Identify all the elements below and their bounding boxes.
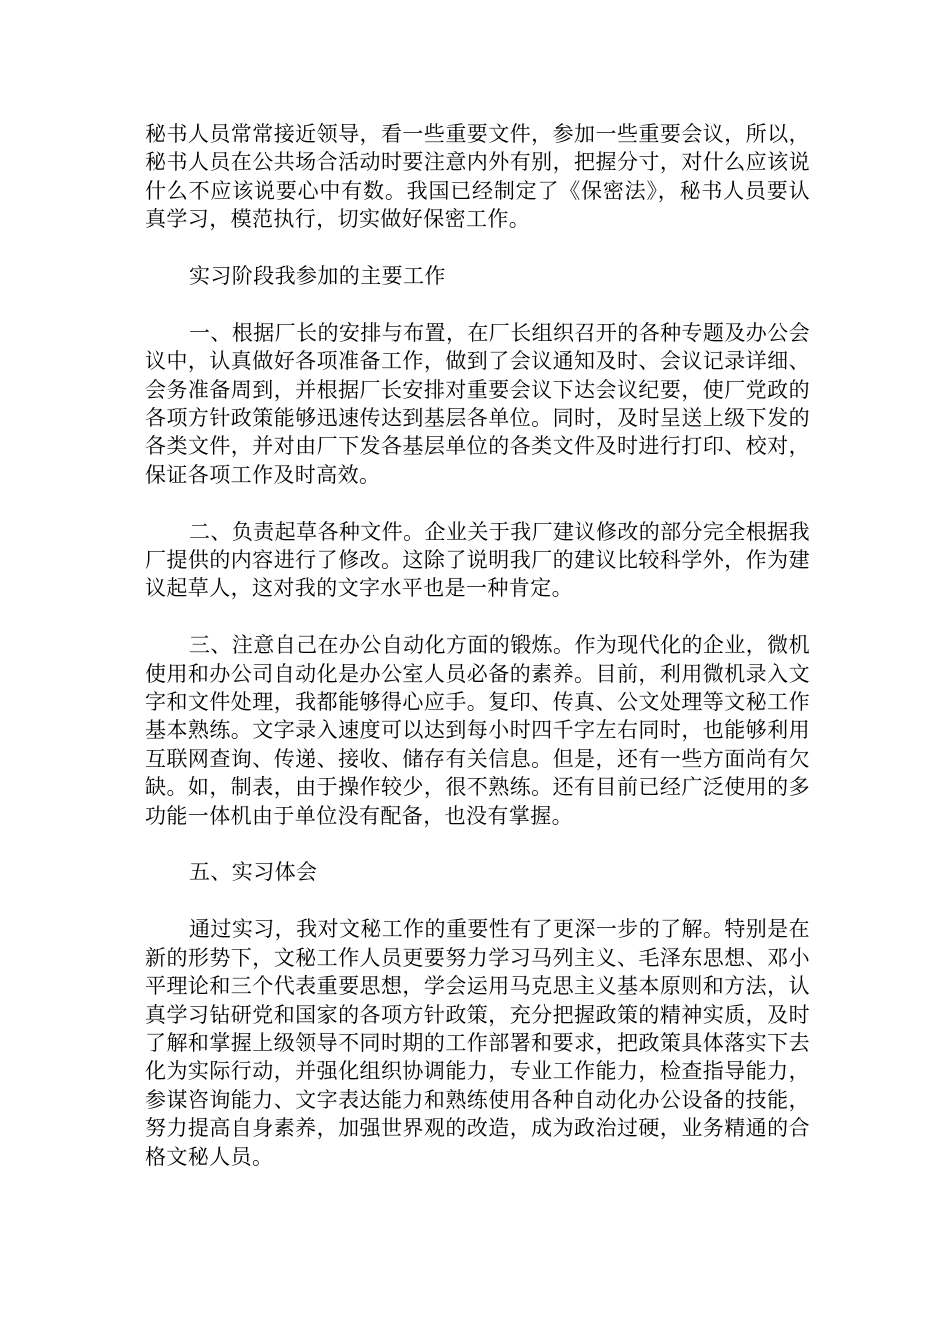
paragraph-item-two: 二、负责起草各种文件。企业关于我厂建议修改的部分完全根据我厂提供的内容进行了修改。这除了说明我厂的建议比较科学外，作为建议起草人，这对我的文字水平也是一种肯定。 (145, 519, 810, 601)
section-heading-reflection: 五、实习体会 (189, 860, 318, 885)
document-body (145, 120, 810, 1199)
paragraph-reflection: 通过实习，我对文秘工作的重要性有了更深一步的了解。特别是在新的形势下，文秘工作人员更要努力学习马列主义、毛泽东思想、邓小平理论和三个代表重要思想，学会运用马克思主义基本原则和方法，认真学习钻研党和国家的各项方针政策，充分把握政策的精神实质，及时了解和掌握上级领导不同时期的工作部署和要求，把政策具体落实下去化为实际行动，并强化组织协调能力，专业工作能力，检查指导能力，参谋咨询能力、文字表达能力和熟练使用各种自动化办公设备的技能，努力提高自身素养，加强世界观的改造，成为政治过硬，业务精通的合格文秘人员。 (145, 917, 810, 1169)
paragraph-confidentiality: 秘书人员常常接近领导，看一些重要文件，参加一些重要会议，所以，秘书人员在公共场合活动时要注意内外有别，把握分寸，对什么应该说什么不应该说要心中有数。我国已经制定了《保密法》，秘书人员要认真学习，模范执行，切实做好保密工作。 (145, 122, 810, 232)
section-heading-main-work: 实习阶段我参加的主要工作 (189, 264, 446, 289)
paragraph-item-three: 三、注意自己在办公自动化方面的锻炼。作为现代化的企业，微机使用和办公司自动化是办公室人员必备的素养。目前，利用微机录入文字和文件处理，我都能够得心应手。复印、传真、公文处理等文秘工作基本熟练。文字录入速度可以达到每小时四千字左右同时，也能够利用互联网查询、传递、接收、储存有关信息。但是，还有一些方面尚有欠缺。如，制表，由于操作较少，很不熟练。还有目前已经广泛使用的多功能一体机由于单位没有配备，也没有掌握。 (145, 633, 810, 828)
paragraph-item-one: 一、根据厂长的安排与布置，在厂长组织召开的各种专题及办公会议中，认真做好各项准备工作，做到了会议通知及时、会议记录详细、会务准备周到，并根据厂长安排对重要会议下达会议纪要，使厂党政的各项方针政策能够迅速传达到基层各单位。同时，及时呈送上级下发的各类文件，并对由厂下发各基层单位的各类文件及时进行打印、校对，保证各项工作及时高效。 (145, 320, 810, 487)
